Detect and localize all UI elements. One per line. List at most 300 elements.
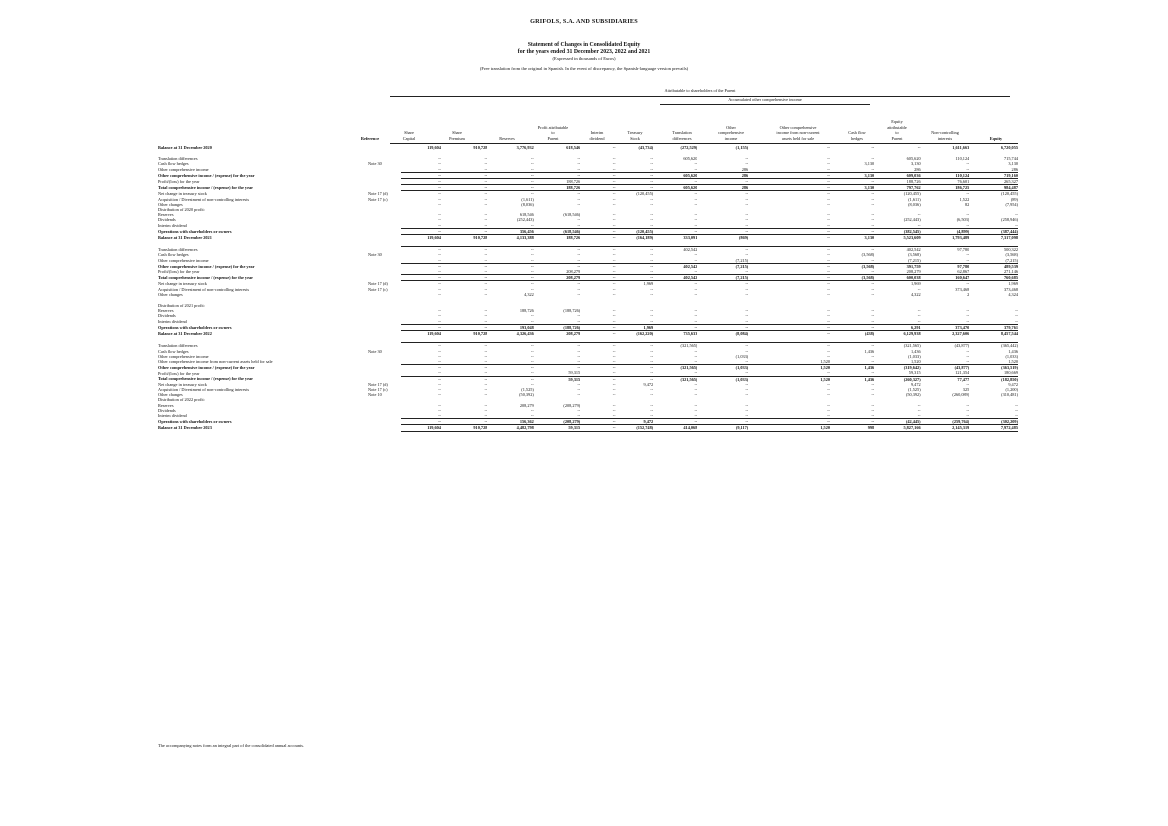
cell-oci-assets-held-for-sale: --: [827, 348, 830, 354]
row-label: Other comprehensive income: [158, 257, 209, 263]
cell-translation-differences: (321,565): [653, 343, 697, 349]
cell-other-comprehensive-income: (869): [738, 235, 749, 241]
cell-cash-flow-hedges: --: [871, 156, 875, 162]
row-label: Other comprehensive income: [158, 166, 209, 172]
cell-equity-attributable: 402,542: [874, 247, 920, 253]
cell-equity-attributable: (319,642): [874, 365, 920, 371]
cell-profit-attributable: 208,279: [566, 331, 581, 337]
row-label: Cash flow hedges: [158, 252, 189, 258]
row-label: Other comprehensive income / (expense) for the year: [158, 172, 255, 178]
cell-share-capital: --: [438, 308, 441, 314]
cell-equity-attributable: --: [917, 313, 921, 319]
cell-profit-attributable: 188,726: [534, 185, 580, 191]
cell-treasury-stock: --: [616, 376, 654, 382]
cell-equity: 489,539: [969, 263, 1018, 269]
cell-oci-assets-held-for-sale: --: [748, 228, 830, 234]
cell-oci-assets-held-for-sale: --: [827, 201, 830, 207]
cell-cash-flow-hedges: --: [830, 228, 874, 234]
cell-non-controlling-interests: --: [966, 353, 970, 359]
cell-other-comprehensive-income: --: [745, 161, 749, 167]
cell-equity: 7,972,485: [969, 425, 1018, 431]
row-label: Dividends: [158, 217, 176, 223]
cell-share-premium: --: [484, 217, 488, 223]
cell-equity: --: [1015, 212, 1018, 218]
cell-equity-attributable: --: [917, 412, 921, 418]
cell-interim-dividend: --: [612, 179, 616, 185]
cell-reserves: --: [530, 313, 534, 319]
cell-interim-dividend: --: [612, 235, 616, 241]
cell-equity-attributable: 188,726: [906, 179, 921, 185]
cell-share-premium: --: [484, 291, 488, 297]
cell-reserves: --: [530, 257, 534, 263]
cell-cash-flow-hedges: --: [871, 313, 875, 319]
cell-translation-differences: 605,620: [683, 156, 698, 162]
cell-equity: (302,209): [969, 419, 1018, 425]
cell-non-controlling-interests: --: [966, 166, 970, 172]
cell-profit-attributable: 59,315: [534, 425, 580, 431]
cell-non-controlling-interests: --: [966, 402, 970, 408]
cell-oci-assets-held-for-sale: 1,520: [748, 425, 830, 431]
cell-cash-flow-hedges: (3,568): [830, 275, 874, 281]
cell-equity: 1,436: [1008, 348, 1018, 354]
row-label: Dividends: [158, 313, 176, 319]
cell-profit-attributable: 618,546: [566, 145, 581, 150]
cell-equity: --: [1015, 407, 1018, 413]
cell-cash-flow-hedges: --: [871, 145, 875, 150]
cell-profit-attributable: (208,279): [563, 402, 581, 408]
cell-profit-attributable: 188,726: [566, 179, 581, 185]
cell-interim-dividend: --: [612, 222, 616, 228]
cell-share-capital: --: [401, 419, 441, 425]
cell-interim-dividend: --: [612, 201, 616, 207]
cell-interim-dividend: --: [612, 392, 616, 398]
cell-oci-assets-held-for-sale: --: [827, 392, 830, 398]
cell-share-premium: 910,728: [473, 235, 488, 241]
row-label: Distribution of 2022 profit:: [158, 397, 205, 403]
cell-oci-assets-held-for-sale: --: [827, 166, 830, 172]
cell-translation-differences: 605,620: [653, 185, 697, 191]
cell-oci-assets-held-for-sale: --: [827, 252, 830, 258]
cell-equity-attributable: 6,129,938: [903, 331, 921, 337]
cell-equity-attributable: --: [917, 212, 921, 218]
cell-equity-attributable: 9,472: [910, 381, 921, 387]
cell-share-premium: --: [484, 348, 488, 354]
cell-share-premium: --: [484, 318, 488, 324]
cell-cash-flow-hedges: 3,130: [864, 161, 875, 167]
cell-treasury-stock: 1,969: [643, 281, 654, 287]
cell-treasury-stock: --: [616, 263, 654, 269]
cell-treasury-stock: --: [650, 386, 654, 392]
cell-cash-flow-hedges: --: [871, 291, 875, 297]
cell-equity: (7,215): [1005, 257, 1018, 263]
cell-profit-attributable: --: [534, 172, 580, 178]
cell-equity: (387,444): [969, 228, 1018, 234]
cell-profit-attributable: --: [534, 263, 580, 269]
cell-other-comprehensive-income: (1,033): [735, 353, 749, 359]
row-reference: [368, 425, 401, 431]
cell-share-capital: --: [438, 269, 441, 275]
cell-share-premium: --: [441, 419, 487, 425]
cell-share-capital: --: [401, 228, 441, 234]
cell-equity-attributable: (382,545): [874, 228, 920, 234]
cell-other-comprehensive-income: --: [697, 247, 748, 253]
row-label: Other changes: [158, 201, 183, 207]
equity-table-body: [158, 145, 1018, 431]
cell-treasury-stock: --: [650, 196, 654, 202]
cell-equity-attributable: (7,215): [908, 257, 921, 263]
cell-translation-differences: --: [694, 313, 698, 319]
cell-cash-flow-hedges: --: [830, 247, 874, 253]
cell-equity-attributable: --: [917, 407, 921, 413]
cell-non-controlling-interests: --: [966, 212, 970, 218]
cell-non-controlling-interests: --: [966, 281, 970, 287]
cell-treasury-stock: --: [650, 286, 654, 292]
cell-equity-attributable: 1,436: [910, 348, 921, 354]
cell-profit-attributable: --: [577, 161, 581, 167]
cell-reserves: 4,133,388: [516, 235, 534, 241]
cell-treasury-stock: (164,189): [636, 235, 654, 241]
cell-other-comprehensive-income: --: [745, 217, 749, 223]
cell-equity-attributable: (1,033): [908, 353, 921, 359]
cell-treasury-stock: 9,472: [616, 419, 654, 425]
cell-share-premium: --: [441, 263, 487, 269]
cell-translation-differences: --: [694, 222, 698, 228]
cell-cash-flow-hedges: 998: [830, 425, 874, 431]
cell-equity-attributable: 609,036: [874, 172, 920, 178]
cell-share-capital: --: [438, 313, 441, 319]
cell-share-premium: --: [484, 353, 488, 359]
cell-treasury-stock: (120,455): [616, 228, 654, 234]
cell-reserves: --: [530, 412, 534, 418]
cell-share-premium: --: [484, 161, 488, 167]
row-label: Total comprehensive income / (expense) for the year: [158, 275, 254, 281]
cell-interim-dividend: --: [612, 291, 616, 297]
cell-oci-assets-held-for-sale: --: [748, 172, 830, 178]
cell-non-controlling-interests: 97,780: [921, 263, 970, 269]
cell-other-comprehensive-income: --: [697, 228, 748, 234]
cell-translation-differences: --: [694, 212, 698, 218]
cell-interim-dividend: --: [612, 212, 616, 218]
cell-equity-attributable: (321,565): [874, 343, 920, 349]
cell-treasury-stock: --: [650, 269, 654, 275]
cell-reserves: --: [530, 281, 534, 287]
cell-oci-assets-held-for-sale: --: [827, 212, 830, 218]
cell-share-capital: --: [438, 386, 441, 392]
cell-treasury-stock: --: [650, 257, 654, 263]
cell-share-capital: 119,604: [401, 425, 441, 431]
cell-treasury-stock: --: [616, 343, 654, 349]
cell-equity: 373,468: [1004, 286, 1018, 292]
row-label: Interim dividend: [158, 413, 187, 419]
cell-oci-assets-held-for-sale: --: [827, 222, 830, 228]
row-label: Acquisition / Divestment of non-controlling interests: [158, 286, 250, 292]
equity-table: [158, 145, 1018, 432]
cell-cash-flow-hedges: 1,436: [830, 376, 874, 382]
cell-treasury-stock: --: [616, 365, 654, 371]
cell-interim-dividend: --: [612, 257, 616, 263]
cell-profit-attributable: --: [577, 291, 581, 297]
cell-other-comprehensive-income: --: [697, 343, 748, 349]
cell-share-premium: --: [484, 381, 488, 387]
row-label: Operations with shareholders or owners: [158, 228, 232, 234]
cell-treasury-stock: --: [616, 172, 654, 178]
cell-other-comprehensive-income: --: [745, 412, 749, 418]
cell-equity: --: [1015, 308, 1018, 314]
cell-cash-flow-hedges: --: [871, 381, 875, 387]
cell-interim-dividend: --: [612, 381, 616, 387]
cell-other-comprehensive-income: --: [745, 402, 749, 408]
cell-non-controlling-interests: --: [966, 313, 970, 319]
cell-equity-attributable: (50,392): [905, 392, 921, 398]
cell-profit-attributable: --: [577, 348, 581, 354]
cell-equity: 719,160: [969, 172, 1018, 178]
cell-profit-attributable: --: [534, 365, 580, 371]
cell-equity-attributable: 5,523,609: [903, 235, 921, 241]
cell-non-controlling-interests: --: [966, 318, 970, 324]
row-label: Cash flow hedges: [158, 348, 189, 354]
cell-translation-differences: --: [694, 407, 698, 413]
cell-oci-assets-held-for-sale: --: [827, 308, 830, 314]
cell-profit-attributable: --: [577, 318, 581, 324]
cell-non-controlling-interests: 82: [964, 201, 970, 207]
cell-equity: (1,200): [1005, 386, 1018, 392]
cell-treasury-stock: (43,734): [638, 145, 654, 150]
cell-oci-assets-held-for-sale: 1,520: [820, 358, 830, 364]
cell-other-comprehensive-income: (9,117): [697, 425, 748, 431]
cell-profit-attributable: --: [577, 222, 581, 228]
cell-equity-attributable: 605,620: [906, 156, 921, 162]
cell-share-capital: --: [438, 291, 441, 297]
cell-equity: 6,720,055: [1000, 145, 1018, 150]
cell-share-capital: 119,604: [427, 331, 441, 337]
cell-other-comprehensive-income: --: [745, 291, 749, 297]
col-header-reference: Reference: [360, 136, 380, 142]
cell-interim-dividend: --: [612, 217, 616, 223]
cell-translation-differences: --: [694, 252, 698, 258]
cell-profit-attributable: 208,279: [534, 275, 580, 281]
cell-cash-flow-hedges: --: [871, 358, 875, 364]
cell-reserves: --: [530, 286, 534, 292]
cell-share-capital: --: [438, 358, 441, 364]
cell-treasury-stock: --: [616, 275, 654, 281]
cell-reserves: --: [487, 172, 533, 178]
cell-translation-differences: --: [694, 412, 698, 418]
cell-cash-flow-hedges: --: [871, 308, 875, 314]
cell-translation-differences: --: [694, 201, 698, 207]
cell-interim-dividend: --: [612, 308, 616, 314]
cell-oci-assets-held-for-sale: --: [827, 196, 830, 202]
cell-share-capital: --: [401, 343, 441, 349]
cell-interim-dividend: --: [580, 419, 615, 425]
cell-cash-flow-hedges: --: [871, 281, 875, 287]
cell-share-premium: 910,728: [473, 145, 488, 150]
cell-translation-differences: --: [694, 308, 698, 314]
cell-treasury-stock: --: [650, 407, 654, 413]
cell-cash-flow-hedges: --: [871, 196, 875, 202]
cell-equity: (365,442): [969, 343, 1018, 349]
cell-oci-assets-held-for-sale: --: [827, 331, 830, 337]
row-label: Net change in treasury stock: [158, 191, 207, 197]
row-label: Translation differences: [158, 156, 198, 162]
cell-other-comprehensive-income: --: [745, 222, 749, 228]
cell-interim-dividend: --: [612, 252, 616, 258]
cell-oci-assets-held-for-sale: --: [748, 275, 830, 281]
cell-treasury-stock: --: [650, 212, 654, 218]
cell-share-capital: --: [438, 392, 441, 398]
cell-share-capital: --: [438, 161, 441, 167]
cell-share-premium: --: [441, 376, 487, 382]
cell-reserves: 356,456: [487, 228, 533, 234]
cell-reserves: --: [530, 269, 534, 275]
cell-oci-assets-held-for-sale: --: [748, 247, 830, 253]
cell-equity: 7,317,098: [1000, 235, 1018, 241]
cell-translation-differences: --: [694, 392, 698, 398]
cell-oci-assets-held-for-sale: --: [827, 269, 830, 275]
cell-other-comprehensive-income: --: [745, 156, 749, 162]
cell-translation-differences: 402,542: [653, 263, 697, 269]
row-label: Total comprehensive income / (expense) for the year: [158, 185, 254, 191]
cell-non-controlling-interests: 2,145,319: [921, 425, 970, 431]
cell-other-comprehensive-income: --: [745, 201, 749, 207]
cell-share-capital: --: [401, 324, 441, 330]
cell-treasury-stock: --: [650, 252, 654, 258]
cell-reserves: --: [487, 343, 533, 349]
row-reference: Note 17 (c): [368, 386, 388, 392]
cell-reserves: (50,392): [519, 392, 534, 398]
cell-translation-differences: --: [694, 281, 698, 287]
row-label: Profit/(loss) for the year: [158, 269, 200, 275]
cell-interim-dividend: --: [612, 353, 616, 359]
accumulated-oci-group-header: Accumulated other comprehensive income: [728, 97, 802, 102]
cell-other-comprehensive-income: --: [745, 286, 749, 292]
cell-reserves: 156,362: [487, 419, 533, 425]
cell-translation-differences: 414,068: [653, 425, 697, 431]
cell-interim-dividend: --: [612, 407, 616, 413]
row-label: Distribution of 2020 profit:: [158, 207, 205, 213]
cell-profit-attributable: --: [577, 286, 581, 292]
cell-share-premium: --: [484, 358, 488, 364]
cell-share-capital: --: [438, 222, 441, 228]
cell-treasury-stock: --: [650, 179, 654, 185]
cell-cash-flow-hedges: --: [871, 257, 875, 263]
cell-other-comprehensive-income: (7,215): [697, 275, 748, 281]
col-header-cash-flow-hedges: Cash flow hedges: [848, 130, 866, 142]
cell-profit-attributable: 208,279: [566, 269, 581, 275]
statement-title-line2: for the years ended 31 December 2023, 2022 and 2021: [517, 49, 651, 55]
cell-oci-assets-held-for-sale: --: [827, 353, 830, 359]
cell-cash-flow-hedges: --: [871, 191, 875, 197]
cell-other-comprehensive-income: (8,084): [735, 331, 749, 337]
cell-equity: 760,685: [969, 275, 1018, 281]
cell-non-controlling-interests: 2,327,606: [952, 331, 970, 337]
cell-share-premium: --: [441, 275, 487, 281]
row-reference: Note 17 (c): [368, 196, 388, 202]
cell-reserves: --: [530, 191, 534, 197]
cell-share-premium: --: [484, 212, 488, 218]
cell-non-controlling-interests: 160,647: [921, 275, 970, 281]
cell-reserves: --: [487, 275, 533, 281]
cell-translation-differences: --: [653, 419, 697, 425]
cell-translation-differences: --: [694, 166, 698, 172]
cell-translation-differences: --: [694, 217, 698, 223]
row-label: Profit/(loss) for the year: [158, 370, 200, 376]
cell-other-comprehensive-income: --: [745, 370, 749, 376]
row-reference: Note 17 (c): [368, 286, 388, 292]
cell-treasury-stock: --: [650, 313, 654, 319]
header-bottom-rule: [390, 143, 1018, 144]
cell-share-premium: --: [484, 308, 488, 314]
cell-reserves: --: [487, 247, 533, 253]
cell-reserves: --: [530, 179, 534, 185]
cell-share-premium: --: [441, 324, 487, 330]
cell-cash-flow-hedges: --: [871, 392, 875, 398]
cell-share-premium: --: [484, 222, 488, 228]
cell-profit-attributable: --: [577, 156, 581, 162]
cell-non-controlling-interests: --: [966, 161, 970, 167]
cell-share-premium: --: [484, 370, 488, 376]
cell-interim-dividend: --: [580, 365, 615, 371]
cell-other-comprehensive-income: --: [745, 196, 749, 202]
row-label: Dividends: [158, 407, 176, 413]
cell-share-premium: --: [441, 365, 487, 371]
cell-oci-assets-held-for-sale: --: [827, 370, 830, 376]
cell-translation-differences: 735,633: [683, 331, 698, 337]
cell-equity-attributable: 208,279: [906, 269, 921, 275]
cell-non-controlling-interests: 2: [967, 291, 970, 297]
cell-oci-assets-held-for-sale: --: [827, 386, 830, 392]
cell-cash-flow-hedges: --: [871, 286, 875, 292]
cell-non-controlling-interests: --: [966, 191, 970, 197]
cell-interim-dividend: --: [580, 343, 615, 349]
cell-interim-dividend: --: [612, 348, 616, 354]
cell-reserves: --: [487, 185, 533, 191]
cell-interim-dividend: --: [612, 412, 616, 418]
cell-profit-attributable: (188,726): [563, 308, 581, 314]
cell-cash-flow-hedges: --: [871, 179, 875, 185]
cell-share-capital: --: [401, 263, 441, 269]
cell-other-comprehensive-income: --: [745, 318, 749, 324]
cell-treasury-stock: 9,472: [643, 381, 654, 387]
cell-oci-assets-held-for-sale: --: [827, 318, 830, 324]
row-label: Interim dividend: [158, 222, 187, 228]
translation-note: (Free translation from the original in Spanish. In the event of discrepancy, the Spanish-language version prevails): [479, 66, 689, 71]
cell-cash-flow-hedges: --: [830, 419, 874, 425]
cell-reserves: (1,525): [521, 386, 534, 392]
cell-cash-flow-hedges: (3,568): [861, 252, 875, 258]
cell-treasury-stock: --: [616, 247, 654, 253]
cell-oci-assets-held-for-sale: --: [827, 191, 830, 197]
cell-equity-attributable: 4,322: [910, 291, 921, 297]
cell-treasury-stock: --: [650, 161, 654, 167]
cell-equity: --: [1015, 222, 1018, 228]
cell-equity-attributable: (1,525): [908, 386, 921, 392]
cell-equity-attributable: (8,036): [908, 201, 921, 207]
table-row: [158, 425, 1018, 431]
cell-equity: 984,487: [969, 185, 1018, 191]
cell-share-capital: --: [438, 402, 441, 408]
cell-profit-attributable: --: [577, 196, 581, 202]
cell-translation-differences: (272,529): [680, 145, 698, 150]
cell-equity: (182,850): [969, 376, 1018, 382]
col-header-oci-assets-held-for-sale: Other comprehensive income from non-current assets held for sale: [776, 124, 820, 142]
cell-oci-assets-held-for-sale: 1,520: [748, 365, 830, 371]
cell-other-comprehensive-income: --: [745, 407, 749, 413]
cell-reserves: --: [530, 370, 534, 376]
cell-profit-attributable: --: [534, 247, 580, 253]
cell-reserves: --: [530, 318, 534, 324]
cell-other-comprehensive-income: --: [745, 308, 749, 314]
cell-other-comprehensive-income: --: [745, 191, 749, 197]
